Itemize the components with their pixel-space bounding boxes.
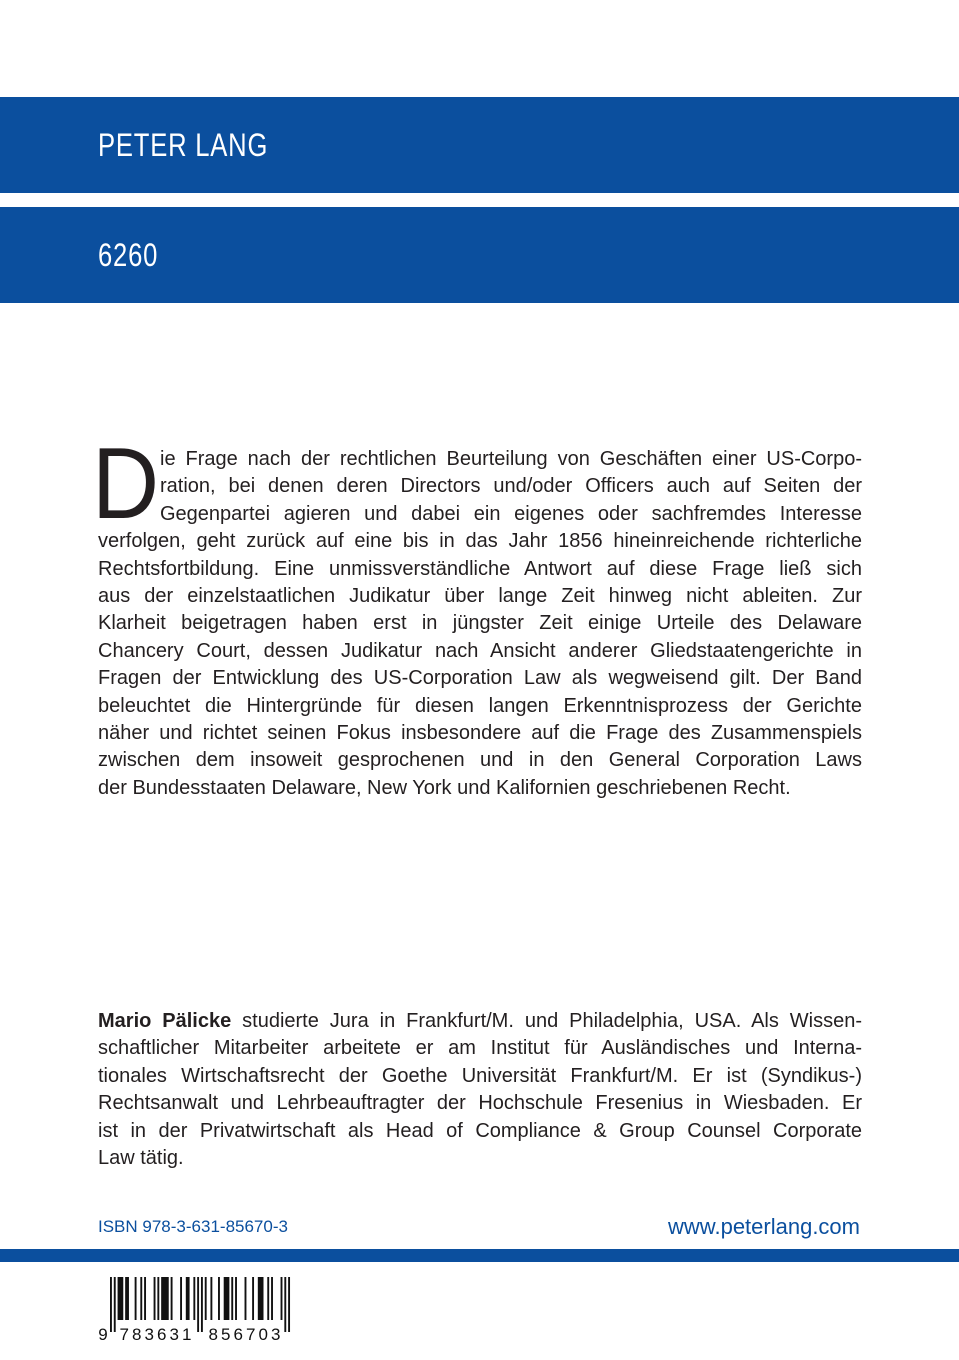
series-number: 6260 (98, 237, 159, 273)
barcode-bar (231, 1277, 233, 1320)
barcode-bar (118, 1277, 124, 1320)
barcode-bar (154, 1277, 156, 1320)
barcode-bar (235, 1277, 237, 1320)
bio-line-text: studierte Jura in Frankfurt/M. und Philadelphia, USA. Als Wissen- (242, 1010, 863, 1032)
barcode-bar (284, 1277, 286, 1332)
barcode-bar (157, 1277, 159, 1320)
barcode-bar (193, 1277, 195, 1320)
blurb-line: aus der einzelstaatlichen Judikatur über lange Zeit hinweg nicht ableiten. Zur (98, 584, 862, 607)
barcode-bar (281, 1277, 283, 1320)
bio-line (98, 1008, 862, 1035)
barcode-bar (201, 1277, 203, 1332)
blurb-line: Chancery Court, dessen Judikatur nach Ansicht anderer Gliedstaatengerichte in (98, 639, 862, 662)
publisher-website: www.peterlang.com (668, 1214, 860, 1239)
barcode-bars (110, 1277, 290, 1332)
barcode-bar (140, 1277, 142, 1320)
author-name: Mario Pälicke (98, 1010, 232, 1032)
barcode-bar (180, 1277, 182, 1320)
isbn-text: ISBN 978-3-631-85670-3 (98, 1217, 288, 1236)
blurb-line: Klarheit beigetragen haben erst in jüngster Zeit einige Urteile des Delaware (98, 612, 862, 635)
blurb-line: näher und richtet seinen Fokus insbesondere auf die Frage des Zusammenspiels (98, 721, 862, 744)
barcode-bar (171, 1277, 173, 1320)
barcode-bar (252, 1277, 254, 1320)
barcode-first-digit: 9 (98, 1325, 108, 1344)
blurb-line: Rechtsfortbildung. Eine unmissverständliche Antwort auf diese Frage ließ sich (98, 557, 862, 580)
barcode-bar (267, 1277, 269, 1320)
barcode-bar (161, 1277, 169, 1320)
barcode-left-digits: 783631 (119, 1325, 192, 1344)
blurb-line: der Bundesstaaten Delaware, New York und Kalifornien geschriebenen Recht. (98, 776, 791, 799)
bio-line: ist in der Privatwirtschaft als Head of Compliance & Group Counsel Corporate (98, 1119, 862, 1142)
barcode-bar (245, 1277, 247, 1320)
bio-line: Rechtsanwalt und Lehrbeauftragter der Hochschule Fresenius in Wiesbaden. Er (98, 1092, 862, 1115)
blurb-line: Fragen der Entwicklung des US-Corporation Law als wegweisend gilt. Der Band (98, 667, 862, 690)
blurb-paragraph (98, 446, 862, 802)
barcode (96, 1272, 296, 1344)
barcode-bar (218, 1277, 220, 1320)
barcode-bar (210, 1277, 212, 1320)
barcode-bar (186, 1277, 190, 1320)
bio-line: Law tätig. (98, 1146, 184, 1169)
barcode-right-digits: 856703 (208, 1325, 281, 1344)
barcode-bar (288, 1277, 290, 1332)
barcode-bar (110, 1277, 112, 1332)
blurb-line: ie Frage nach der rechtlichen Beurteilung von Geschäften einer US-Corpo- (160, 448, 862, 470)
blurb-line: ration, bei denen deren Directors und/oder Officers auch auf Seiten der (160, 475, 862, 498)
publisher-name: PETER LANG (98, 127, 269, 163)
barcode-bar (258, 1277, 264, 1320)
barcode-bar (114, 1277, 116, 1332)
series-band (0, 207, 959, 303)
publisher-band (0, 97, 959, 193)
blurb-line: Gegenpartei agieren und dabei ein eigenes oder sachfremdes Interesse (160, 502, 862, 525)
barcode-bar (271, 1277, 273, 1320)
barcode-bar (144, 1277, 146, 1320)
bio-line: schaftlicher Mitarbeiter arbeitete er am Institut für Ausländisches und Interna- (98, 1037, 862, 1060)
barcode-bar (205, 1277, 207, 1320)
barcode-bar (135, 1277, 137, 1320)
author-bio (98, 1008, 862, 1172)
blurb-dropcap: D (92, 428, 160, 540)
barcode-bar (224, 1277, 230, 1320)
blurb-line: verfolgen, geht zurück auf eine bis in das Jahr 1856 hineinreichende richterliche (98, 530, 862, 553)
blurb-line: zwischen dem insoweit gesprochenen und in den General Corporation Laws (98, 749, 862, 772)
barcode-bar (197, 1277, 199, 1332)
barcode-bar (125, 1277, 129, 1320)
blurb-line: beleuchtet die Hintergründe für diesen langen Erkenntnisprozess der Gerichte (98, 694, 862, 717)
bio-line: tionales Wirtschaftsrecht der Goethe Universität Frankfurt/M. Er ist (Syndikus-) (98, 1064, 862, 1087)
footer-rule (0, 1249, 959, 1262)
